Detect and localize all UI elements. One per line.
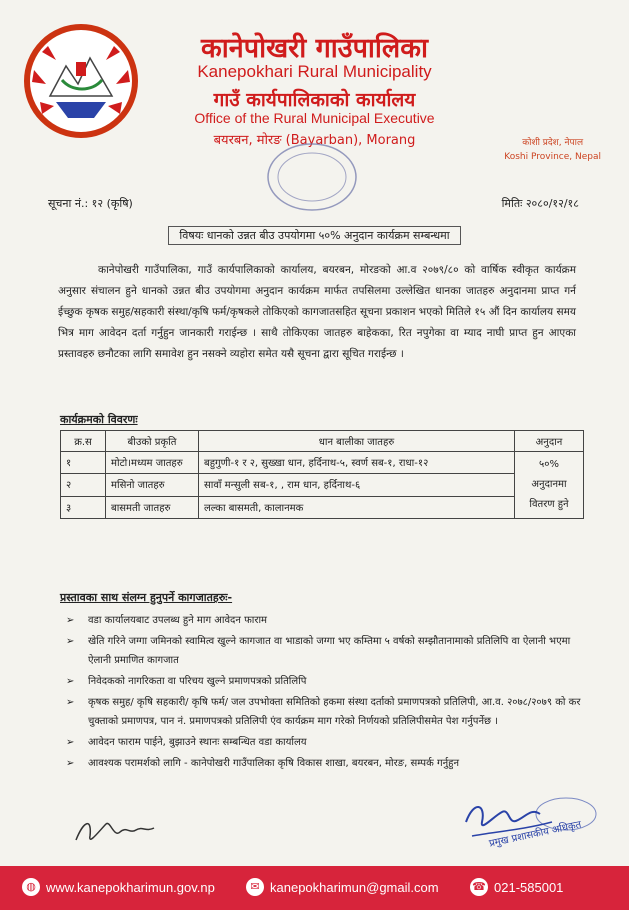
notice-body: कानेपोखरी गाउँपालिका, गाउँ कार्यपालिकाको कार्यालय, बयरबन, मोरङको आ.व २०७९/८० को वार्षिक स्वीकृत कार्यक्रम अनुसार संचालन हुने धानको उन्नत बीउ उपयोगमा अनुदान कार्यक्रम मार्फत तपसिलमा उल्लेखित धानका जातहरु अनुदानमा प्राप्त गर्न ईच्छुक कृषक समुह/सहकारी संस्था/कृषि फर्म/कृषकले तोकिएको कागजातसहित सूचना प्रकाशन भएको मितिले १५ औं दिन कार्यालय समय भित्र माग आवेदन दर्ता गर्नुहुन जानकारी गराईन्छ । साथै तोकिएका जातहरु बाहेकका, रित नपुगेका वा म्याद नाघी प्राप्त हुन आएका प्रस्तावहरु छनौटका लागि समावेश हुन नसक्ने व्यहोरा समेत यसै सूचना द्वारा सूचित गराईन्छ ।	[58, 264, 576, 360]
address: बयरबन, मोरङ (Bayarban), Morang	[213, 133, 416, 148]
list-item: ➢ वडा कार्यालयबाट उपलब्ध हुने माग आवेदन फाराम	[60, 611, 590, 630]
title-english: Kanepokhari Rural Municipality	[197, 62, 432, 81]
row-varieties: सावाँ मन्सुली सब-१, , राम धान, हर्दिनाथ-६	[199, 474, 515, 496]
handwritten-signature-right	[462, 792, 602, 852]
list-item: ➢ खेति गरिने जग्गा जमिनको स्वामित्व खुल्ने कागजात वा भाडाको जग्गा भए कम्तिमा ५ वर्षको सम्झौतानामाको प्रतिलिपि वा ऐलानी भएमा ऐलानी प्रमाणित कागजात	[60, 632, 590, 670]
office-english: Office of the Rural Municipal Executive	[194, 110, 435, 126]
documents-title: प्रस्तावका साथ संलग्न हुनुपर्ने कागजातहरुः-	[60, 591, 233, 604]
signatory-title: प्रमुख प्रशासकीय अधिकृत	[488, 819, 583, 850]
table-row	[61, 452, 584, 474]
documents-section	[60, 590, 590, 775]
row-seed-type: मोटो।मध्यम जातहरु	[106, 452, 199, 474]
table-header-row	[61, 431, 584, 452]
office-nepali: गाउँ कार्यपालिकाको कार्यालय	[213, 89, 416, 111]
notice-number: सूचना नं.: १२ (कृषि)	[48, 197, 133, 210]
footer-website[interactable]	[22, 878, 215, 896]
table-row	[61, 496, 584, 518]
row-sn: २	[61, 474, 106, 496]
documents-list	[60, 611, 590, 773]
arrow-icon: ➢	[66, 615, 75, 626]
subsidy-cell: ५०% अनुदानमा वितरण हुने	[515, 452, 584, 519]
table-row	[61, 474, 584, 496]
subject-text: विषयः धानको उन्नत बीउ उपयोगमा ५०% अनुदान कार्यक्रम सम्बन्धमा	[168, 226, 460, 245]
province-english: Koshi Province, Nepal	[504, 152, 601, 162]
notice-date: मितिः २०८०/१२/१८	[501, 197, 579, 210]
footer-phone[interactable]	[470, 878, 563, 896]
row-varieties: लल्का बासमती, कालानमक	[199, 496, 515, 518]
globe-icon: ◍	[22, 878, 40, 896]
row-sn: १	[61, 452, 106, 474]
arrow-icon: ➢	[66, 758, 75, 769]
email-icon: ✉	[246, 878, 264, 896]
list-item: ➢ आवश्यक परामर्शको लागि - कानेपोखरी गाउँपालिका कृषि विकास शाखा, बयरबन, मोरङ, सम्पर्क गर्नुहुन	[60, 754, 590, 773]
row-sn: ३	[61, 496, 106, 518]
email-link[interactable]: kanepokharimun@gmail.com	[270, 879, 439, 895]
header-sn: क्र.स	[61, 431, 106, 452]
arrow-icon: ➢	[66, 676, 75, 687]
program-table	[60, 430, 584, 519]
arrow-icon: ➢	[66, 737, 75, 748]
footer-bar	[0, 866, 629, 910]
row-seed-type: मसिनो जातहरु	[106, 474, 199, 496]
list-item: ➢ आवेदन फाराम पाईने, बुझाउने स्थानः सम्बन्धित वडा कार्यालय	[60, 733, 590, 752]
phone-number[interactable]: 021-585001	[494, 879, 564, 895]
office-stamp-icon	[262, 138, 362, 216]
list-item: ➢ कृषक समुह/ कृषि सहकारी/ कृषि फर्म/ जल उपभोक्ता समितिको हकमा संस्था दर्ताको प्रमाणपत्रको प्रतिलिपी, आ.व. २०७८/२०७९ को कर चुक्ताको प्रमाणपत्र, पान नं. प्रमाणपत्रको प्रतिलिपी एंव कार्यक्रम माग गरेको निर्णयको प्रतिलिपीसमेत पेश गर्नुपर्नेछ ।	[60, 693, 590, 731]
arrow-icon: ➢	[66, 697, 75, 708]
header-subsidy: अनुदान	[515, 431, 584, 452]
title-nepali: कानेपोखरी गाउँपालिका	[201, 33, 428, 64]
handwritten-signature-left	[70, 810, 160, 850]
row-varieties: बहुगुणी-१ र २, सुख्खा धान, हर्दिनाथ-५, स्वर्ण सब-१, राधा-१२	[199, 452, 515, 474]
program-section-title: कार्यक्रमको विवरणः	[60, 413, 138, 426]
list-item: ➢ निवेदकको नागरिकता वा परिचय खुल्ने प्रमाणपत्रको प्रतिलिपि	[60, 672, 590, 691]
province-label	[504, 136, 601, 164]
header-varieties: धान बालीका जातहरु	[199, 431, 515, 452]
footer-email[interactable]	[246, 878, 439, 896]
phone-icon: ☎	[470, 878, 488, 896]
website-link[interactable]: www.kanepokharimun.gov.np	[46, 879, 215, 895]
province-nepali: कोशी प्रदेश, नेपाल	[522, 138, 584, 148]
arrow-icon: ➢	[66, 636, 75, 647]
row-seed-type: बासमती जातहरु	[106, 496, 199, 518]
header-seed-type: बीउको प्रकृति	[106, 431, 199, 452]
subject-line	[0, 228, 629, 243]
